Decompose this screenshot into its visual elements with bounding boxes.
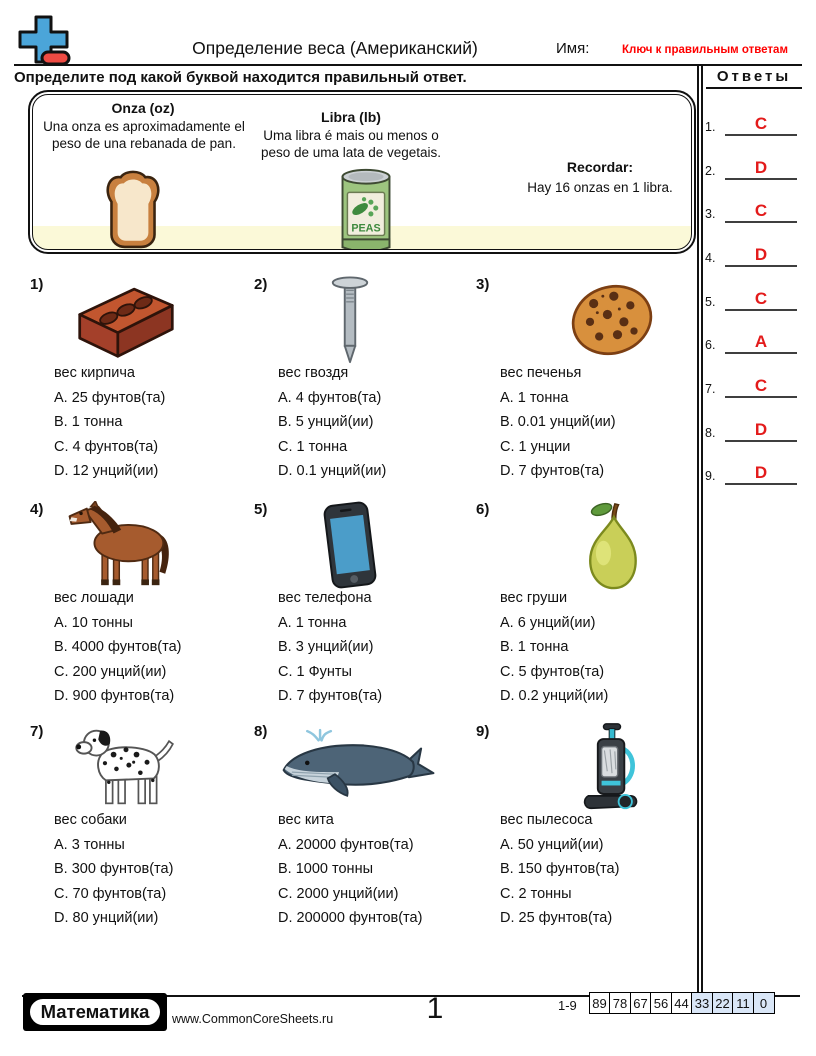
question-prompt: вес телефона [278,590,372,606]
answer-number: 2. [705,164,716,178]
score-cell: 0 [753,992,775,1014]
option-d: D. 200000 фунтов(та) [278,910,423,927]
question-prompt: вес кирпича [54,365,135,381]
answers-title: Ответы [706,68,802,89]
option-c: C. 70 фунтов(та) [54,885,167,902]
option-d: D. 7 фунтов(та) [278,688,383,705]
question-prompt: вес пылесоса [500,812,593,828]
option-c: C. 1 унции [500,438,571,455]
option-b: B. 1 тонна [500,639,569,656]
answer-number: 8. [705,426,716,440]
can-label-text: PEAS [351,222,381,235]
pear-image [514,501,710,589]
question-number: 5) [254,501,268,518]
answer-row-9 [705,455,811,485]
score-cell: 33 [691,992,713,1014]
score-cell: 44 [671,992,693,1014]
horse-image [28,501,224,589]
question-options [278,386,386,484]
option-a: A. 1 тонна [500,390,569,406]
page-title: Определение веса (Американский) [192,38,478,58]
question-options [278,833,422,931]
score-range-label: 1-9 [558,998,577,1013]
option-c: C. 1 Фунты [278,663,352,680]
question-prompt: вес кита [278,812,334,828]
math-logo-text: Математика [28,997,162,1027]
option-b: B. 3 унций(ии) [278,639,374,656]
option-d: D. 12 унций(ии) [54,463,159,480]
question-options [500,611,608,709]
answer-number: 7. [705,382,716,396]
question-options [54,611,181,709]
answer-number: 3. [705,207,716,221]
option-c: C. 2 тонны [500,885,572,902]
answer-row-8 [705,412,811,442]
brick-image [28,276,224,364]
option-d: D. 0.1 унций(ии) [278,463,387,480]
instruction-text: Определите под какой буквой находится правильный ответ. [14,69,467,86]
question-number: 4) [30,501,44,518]
nail-image [252,276,448,364]
question-number: 7) [30,723,44,740]
option-b: B. 150 фунтов(та) [500,861,620,878]
question-options [500,833,619,931]
option-c: C. 2000 унций(ии) [278,885,399,902]
answer-number: 9. [705,469,716,483]
option-c: C. 5 фунтов(та) [500,663,605,680]
question-prompt: вес груши [500,590,568,606]
answer-letter: C [725,114,797,136]
answer-number: 5. [705,295,716,309]
answer-row-3 [705,193,811,223]
option-a: A. 50 унций(ии) [500,837,604,853]
question-8 [252,719,472,935]
option-a: A. 6 унций(ии) [500,615,596,631]
score-cell: 11 [732,992,754,1014]
website-url: www.CommonCoreSheets.ru [172,1012,334,1026]
question-options [54,833,173,931]
answer-row-7 [705,368,811,398]
question-options [54,386,165,484]
cookie-image [514,276,710,364]
score-cell: 89 [589,992,611,1014]
answer-letter: D [725,158,797,180]
question-2 [252,272,472,488]
answer-number: 4. [705,251,716,265]
option-b: B. 5 унций(ии) [278,414,374,431]
phone-image [252,501,448,589]
option-d: D. 7 фунтов(та) [500,463,605,480]
question-number: 9) [476,723,490,740]
peas-can-image [335,165,397,250]
question-number: 8) [254,723,268,740]
units-info-box [28,90,696,254]
question-4 [28,497,248,713]
question-number: 6) [476,501,490,518]
answer-row-1 [705,106,811,136]
option-b: B. 0.01 унций(ии) [500,414,616,431]
header-divider [14,64,802,66]
ounce-title: Onza (oz) [111,100,175,116]
question-prompt: вес лошади [54,590,134,606]
question-options [278,611,382,709]
question-prompt: вес гвоздя [278,365,349,381]
remember-text: Hay 16 onzas en 1 libra. [527,180,673,195]
question-9 [474,719,694,935]
question-7 [28,719,248,935]
pound-title: Libra (lb) [321,109,381,125]
answer-letter: D [725,420,797,442]
option-d: D. 25 фунтов(та) [500,910,613,927]
question-1 [28,272,248,488]
option-a: A. 20000 фунтов(та) [278,837,414,853]
score-table [590,992,775,1014]
bread-slice-image [101,167,165,250]
option-a: A. 10 тонны [54,615,133,631]
name-label: Имя: [556,40,590,57]
whale-image [252,723,462,811]
pound-description: Uma libra é mais ou menos o peso de uma lata de vegetais. [260,128,442,160]
answer-letter: C [725,289,797,311]
option-b: B. 300 фунтов(та) [54,861,174,878]
answer-row-2 [705,150,811,180]
option-c: C. 4 фунтов(та) [54,438,159,455]
option-c: C. 1 тонна [278,438,348,455]
question-options [500,386,616,484]
answer-row-4 [705,237,811,267]
math-logo-badge [23,993,167,1031]
answer-letter: C [725,201,797,223]
answer-letter: D [725,463,797,485]
question-number: 2) [254,276,268,293]
dog-image [28,723,224,811]
option-a: A. 3 тонны [54,837,125,853]
question-prompt: вес собаки [54,812,127,828]
score-cell: 78 [609,992,631,1014]
units-info-box-inner [32,94,692,250]
answers-column-divider [697,64,703,992]
option-a: A. 1 тонна [278,615,347,631]
option-d: D. 0.2 унций(ии) [500,688,609,705]
answer-letter: C [725,376,797,398]
question-6 [474,497,694,713]
page-number: 1 [426,992,444,1025]
answer-number: 1. [705,120,716,134]
option-a: A. 4 фунтов(та) [278,390,382,406]
answer-row-5 [705,281,811,311]
question-prompt: вес печенья [500,365,582,381]
question-number: 3) [476,276,490,293]
option-d: D. 80 унций(ии) [54,910,159,927]
option-b: B. 1 тонна [54,414,123,431]
option-b: B. 1000 тонны [278,861,373,878]
answer-letter: D [725,245,797,267]
score-cell: 56 [650,992,672,1014]
question-3 [474,272,694,488]
answer-letter: A [725,332,797,354]
question-number: 1) [30,276,44,293]
score-cell: 22 [712,992,734,1014]
ounce-description: Una onza es aproximadamente el peso de una rebanada de pan. [43,119,245,151]
option-b: B. 4000 фунтов(та) [54,639,182,656]
answer-number: 6. [705,338,716,352]
vacuum-image [514,723,710,811]
option-d: D. 900 фунтов(та) [54,688,175,705]
question-5 [252,497,472,713]
option-a: A. 25 фунтов(та) [54,390,166,406]
score-cell: 67 [630,992,652,1014]
answer-row-6 [705,324,811,354]
answer-key-label: Ключ к правильным ответам [622,44,788,56]
remember-title: Recordar: [566,159,634,175]
option-c: C. 200 унций(ии) [54,663,167,680]
